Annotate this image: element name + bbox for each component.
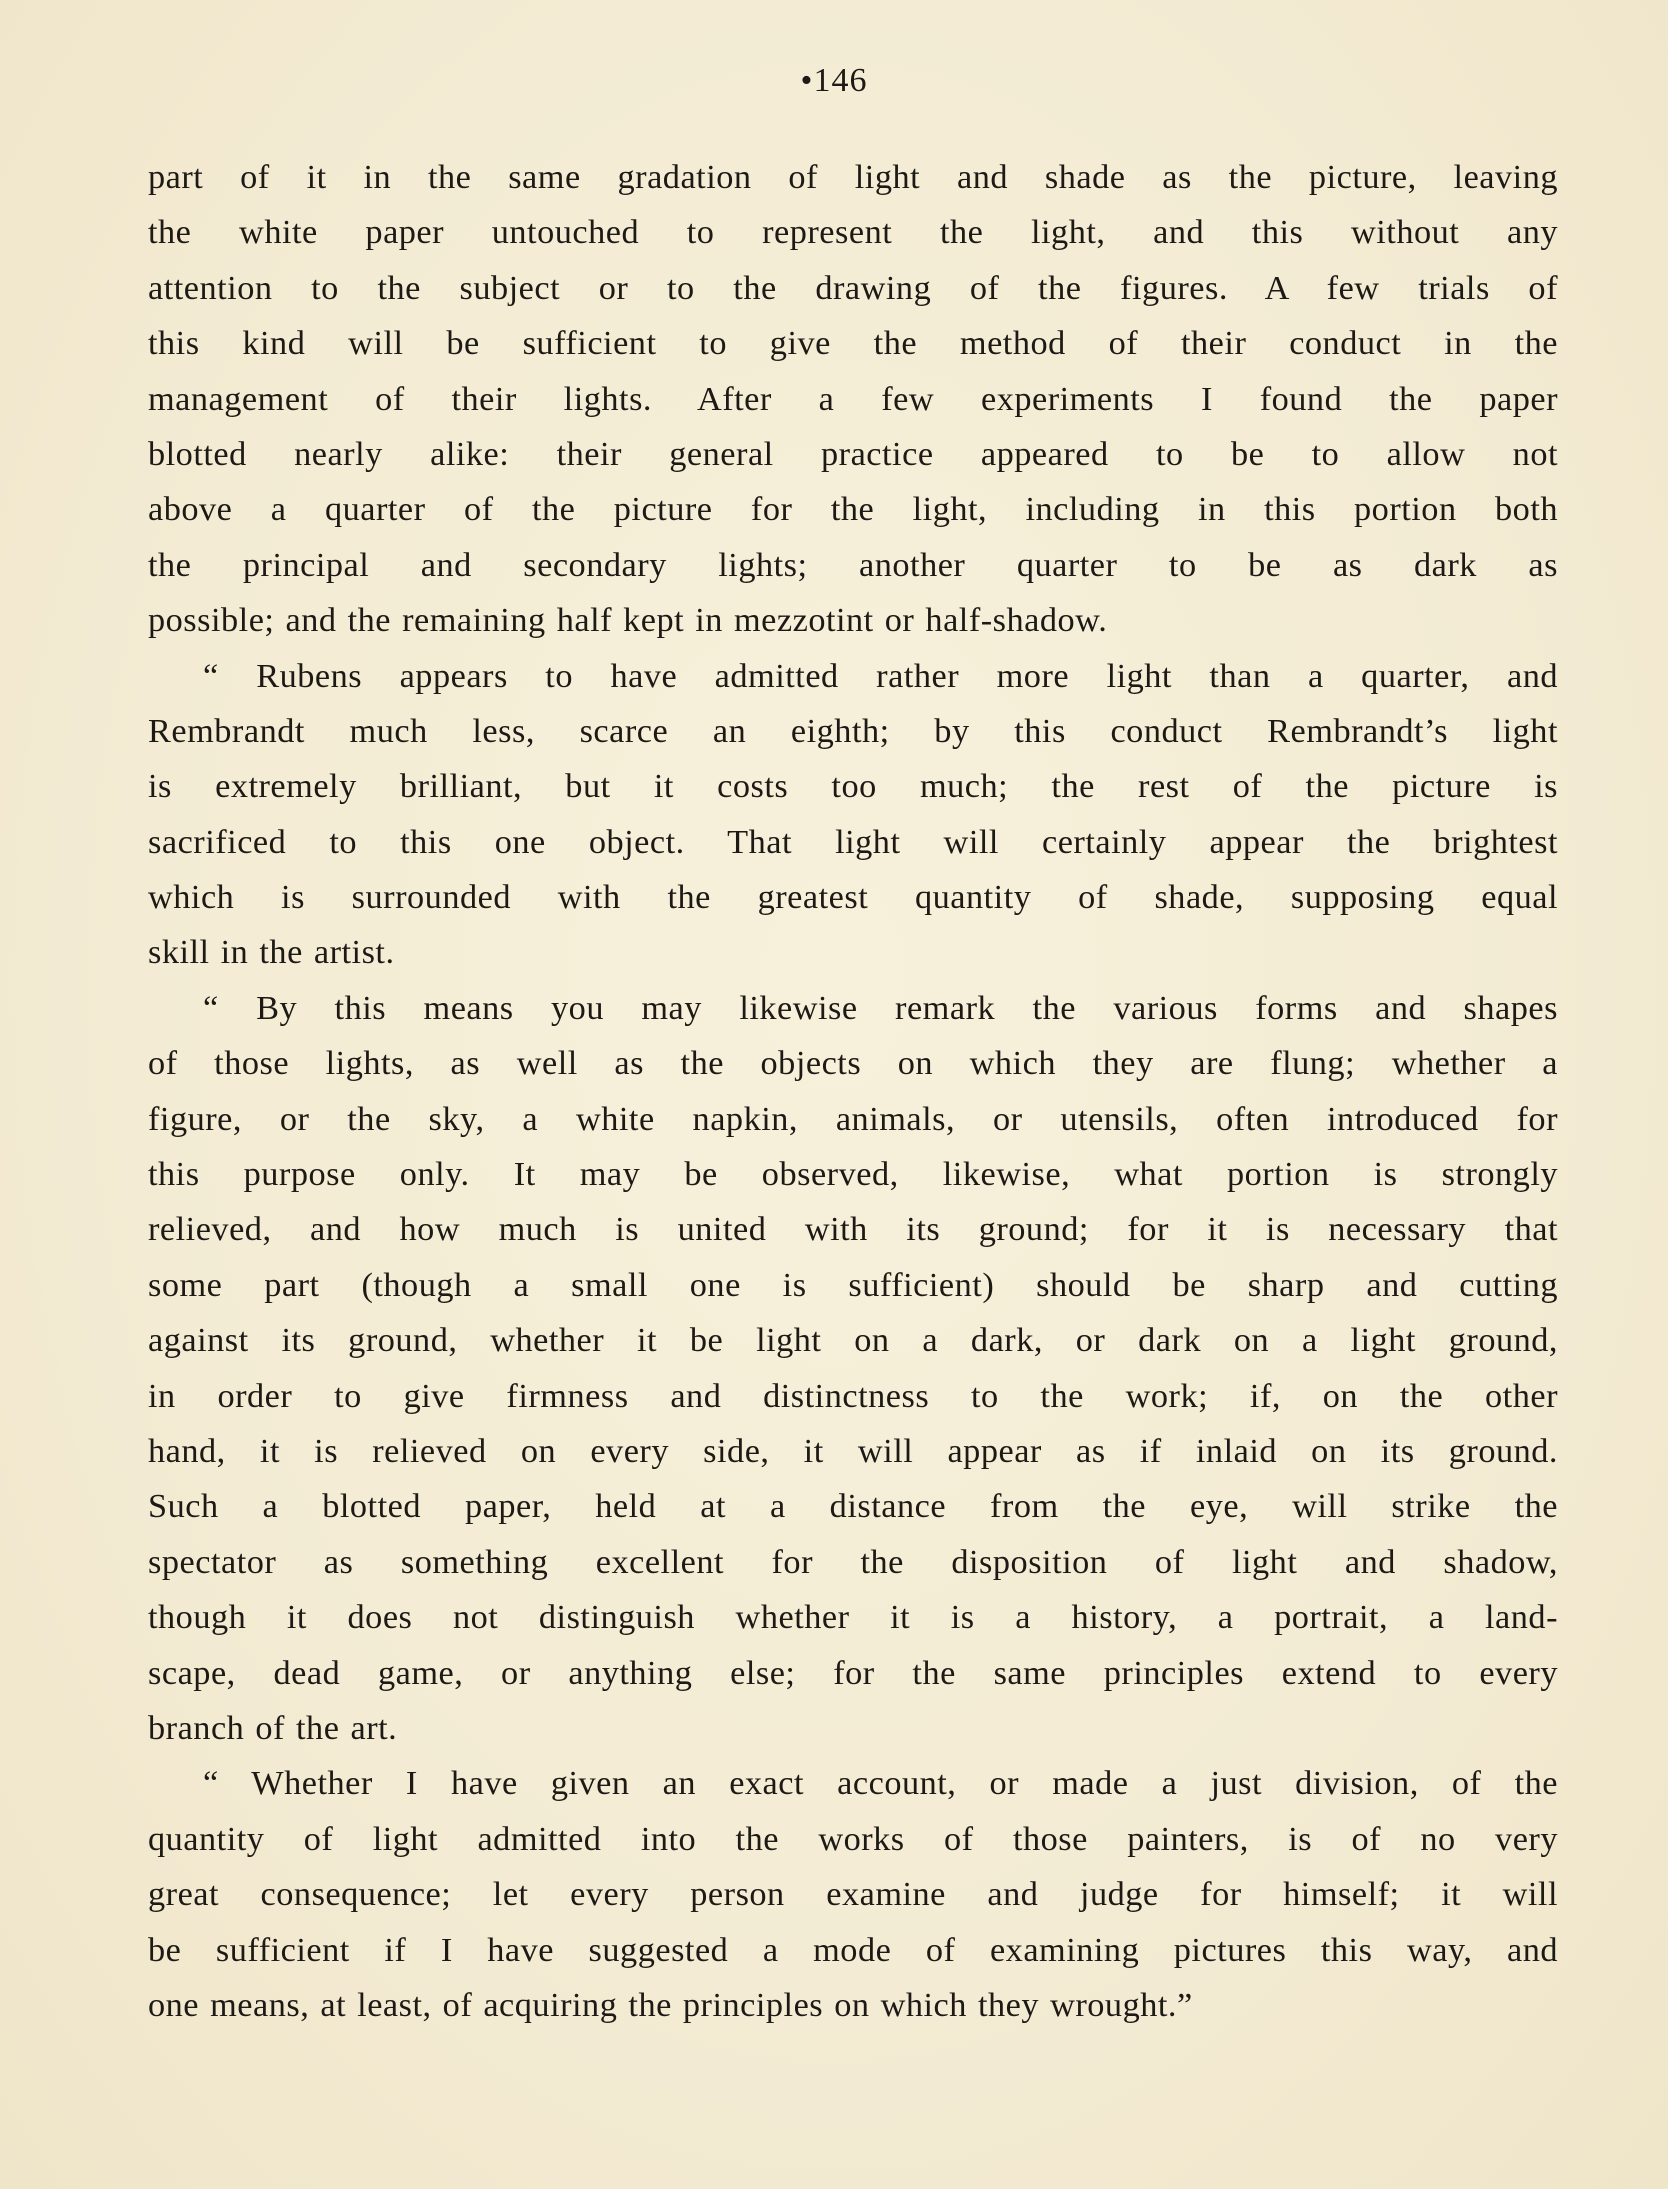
text-line: above a quarter of the picture for the light, including in this portion both: [148, 490, 1558, 529]
paragraph-3: [148, 981, 1558, 1756]
text-line: “ Rubens appears to have admitted rather more light than a quarter, and: [203, 656, 1558, 695]
text-line: the principal and secondary lights; another quarter to be as dark as: [148, 545, 1558, 584]
paragraph-4: [148, 1756, 1558, 2033]
text-line: “ By this means you may likewise remark the various forms and shapes: [203, 988, 1558, 1027]
text-line: skill in the artist.: [148, 933, 395, 972]
text-line: attention to the subject or to the drawing of the figures. A few trials of: [148, 268, 1558, 307]
page-number: •146: [800, 62, 868, 99]
text-line: which is surrounded with the greatest quantity of shade, supposing equal: [148, 878, 1558, 917]
text-line: “ Whether I have given an exact account, or made a just division, of the: [203, 1764, 1558, 1803]
text-line: possible; and the remaining half kept in mezzotint or half-shadow.: [148, 601, 1108, 640]
text-line: Such a blotted paper, held at a distance from the eye, will strike the: [148, 1487, 1558, 1526]
body-text: [148, 150, 1558, 2033]
text-line: scape, dead game, or anything else; for the same principles extend to every: [148, 1653, 1558, 1692]
text-line: blotted nearly alike: their general practice appeared to be to allow not: [148, 434, 1558, 473]
text-line: is extremely brilliant, but it costs too much; the rest of the picture is: [148, 767, 1558, 806]
text-line: sacrificed to this one object. That light will certainly appear the brightest: [148, 822, 1558, 861]
text-line: the white paper untouched to represent the light, and this without any: [148, 213, 1558, 252]
paragraph-2: [148, 649, 1558, 981]
text-line: management of their lights. After a few experiments I found the paper: [148, 379, 1558, 418]
text-line: relieved, and how much is united with its ground; for it is necessary that: [148, 1210, 1558, 1249]
text-line: this kind will be sufficient to give the method of their conduct in the: [148, 324, 1558, 363]
text-line: hand, it is relieved on every side, it will appear as if inlaid on its ground.: [148, 1431, 1558, 1470]
text-line: figure, or the sky, a white napkin, animals, or utensils, often introduced for: [148, 1099, 1558, 1138]
text-line: this purpose only. It may be observed, likewise, what portion is strongly: [148, 1155, 1558, 1194]
text-line: Rembrandt much less, scarce an eighth; by this conduct Rembrandt’s light: [148, 711, 1558, 750]
text-line: in order to give firmness and distinctness to the work; if, on the other: [148, 1376, 1558, 1415]
text-line: be sufficient if I have suggested a mode of examining pictures this way, and: [148, 1930, 1558, 1969]
text-line: against its ground, whether it be light on a dark, or dark on a light ground,: [148, 1321, 1558, 1360]
text-line: great consequence; let every person examine and judge for himself; it will: [148, 1875, 1558, 1914]
text-line: quantity of light admitted into the works of those painters, is of no very: [148, 1819, 1558, 1858]
text-line: though it does not distinguish whether it is a history, a portrait, a land-: [148, 1598, 1558, 1637]
text-line: branch of the art.: [148, 1708, 398, 1747]
text-line: one means, at least, of acquiring the principles on which they wrought.”: [148, 1985, 1193, 2024]
text-line: of those lights, as well as the objects on which they are flung; whether a: [148, 1044, 1558, 1083]
text-line: part of it in the same gradation of light and shade as the picture, leaving: [148, 158, 1558, 196]
paragraph-1: [148, 150, 1558, 649]
text-line: spectator as something excellent for the disposition of light and shadow,: [148, 1542, 1558, 1581]
text-line: some part (though a small one is sufficient) should be sharp and cutting: [148, 1265, 1558, 1304]
